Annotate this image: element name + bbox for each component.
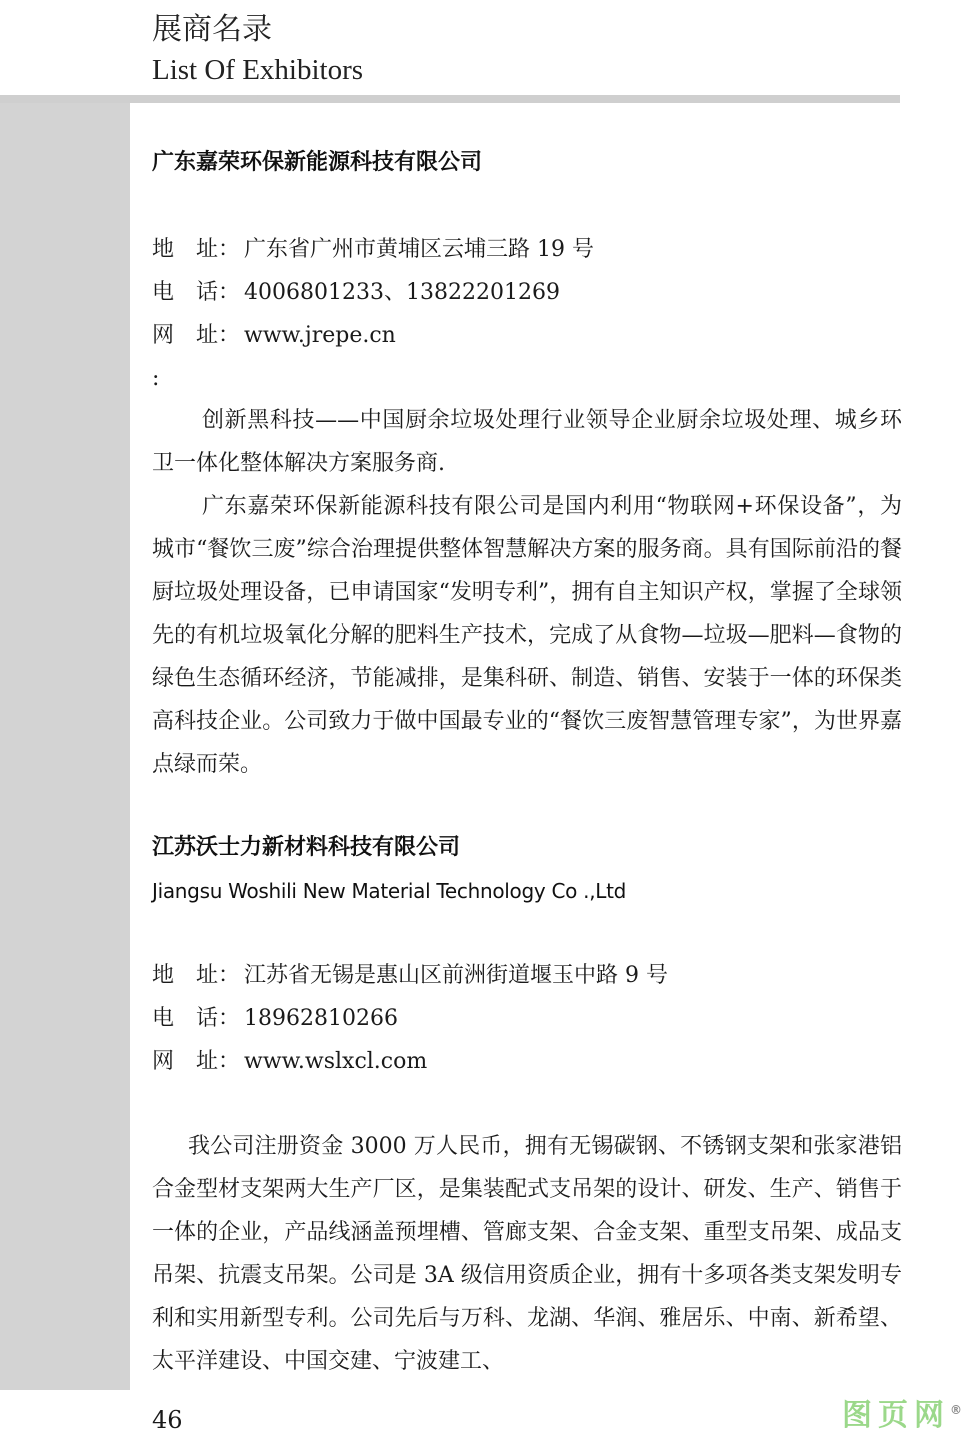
website-label: 网 址： [152, 323, 241, 348]
watermark-logo [842, 1390, 962, 1434]
phone-label: 电 话： [152, 1006, 241, 1031]
side-band [0, 95, 130, 1390]
company-name: 广东嘉荣环保新能源科技有限公司 [152, 150, 483, 175]
website-line [152, 321, 396, 351]
section-title-cn: 展商名录 [152, 12, 272, 47]
company-name: 江苏沃士力新材料科技有限公司 [152, 835, 461, 860]
registered-mark: ® [950, 1403, 962, 1417]
section-title-en: List Of Exhibitors [152, 54, 364, 86]
address-line [152, 961, 668, 991]
website-value: www.jrepe.cn [244, 323, 396, 348]
address-line [152, 235, 594, 265]
description-paragraph: 我公司注册资金 3000 万人民币，拥有无锡碳钢、不锈钢支架和张家港铝合金型材支架两大生产厂区，是集装配式支吊架的设计、研发、生产、销售于一体的企业，产品线涵盖预埋槽、管廊支架、合金支架、重型支吊架、成品支吊架、抗震支吊架。公司是 3A 级信用资质企业，拥有十多项各类支架发明专利和实用新型专利。公司先后与万科、龙湖、华润、雅居乐、中南、新希望、太平洋建设、中国交建、宁波建工、 [152, 1134, 902, 1374]
company-description [152, 1125, 902, 1383]
phone-line [152, 278, 560, 308]
stray-colon: : [152, 366, 160, 391]
website-label: 网 址： [152, 1049, 241, 1074]
company-description [152, 399, 902, 786]
website-line [152, 1047, 427, 1077]
description-paragraph: 广东嘉荣环保新能源科技有限公司是国内利用“物联网+环保设备”，为城市“餐饮三废”综合治理提供整体智慧解决方案的服务商。具有国际前沿的餐厨垃圾处理设备，已申请国家“发明专利”，拥有自主知识产权，掌握了全球领先的有机垃圾氧化分解的肥料生产技术，完成了从食物—垃圾—肥料—食物的绿色生态循环经济，节能减排，是集科研、制造、销售、安装于一体的环保类高科技企业。公司致力于做中国最专业的“餐饮三废智慧管理专家”，为世界嘉点绿而荣。 [152, 494, 902, 777]
watermark-text: 图页网 [842, 1398, 950, 1433]
address-label: 地 址： [152, 963, 241, 988]
phone-value: 4006801233、13822201269 [244, 280, 560, 305]
phone-label: 电 话： [152, 280, 241, 305]
address-label: 地 址： [152, 237, 241, 262]
address-value: 广东省广州市黄埔区云埔三路 19 号 [244, 237, 594, 262]
header-rule [0, 95, 900, 103]
website-value: www.wslxcl.com [244, 1049, 428, 1074]
phone-line [152, 1004, 398, 1034]
phone-value: 18962810266 [244, 1006, 398, 1031]
company-name-en: Jiangsu Woshili New Material Technology Co .,Ltd [152, 879, 627, 903]
address-value: 江苏省无锡是惠山区前洲街道堰玉中路 9 号 [244, 963, 668, 988]
page-number: 46 [152, 1406, 183, 1434]
description-paragraph: 创新黑科技——中国厨余垃圾处理行业领导企业厨余垃圾处理、城乡环卫一体化整体解决方案服务商. [152, 408, 902, 476]
